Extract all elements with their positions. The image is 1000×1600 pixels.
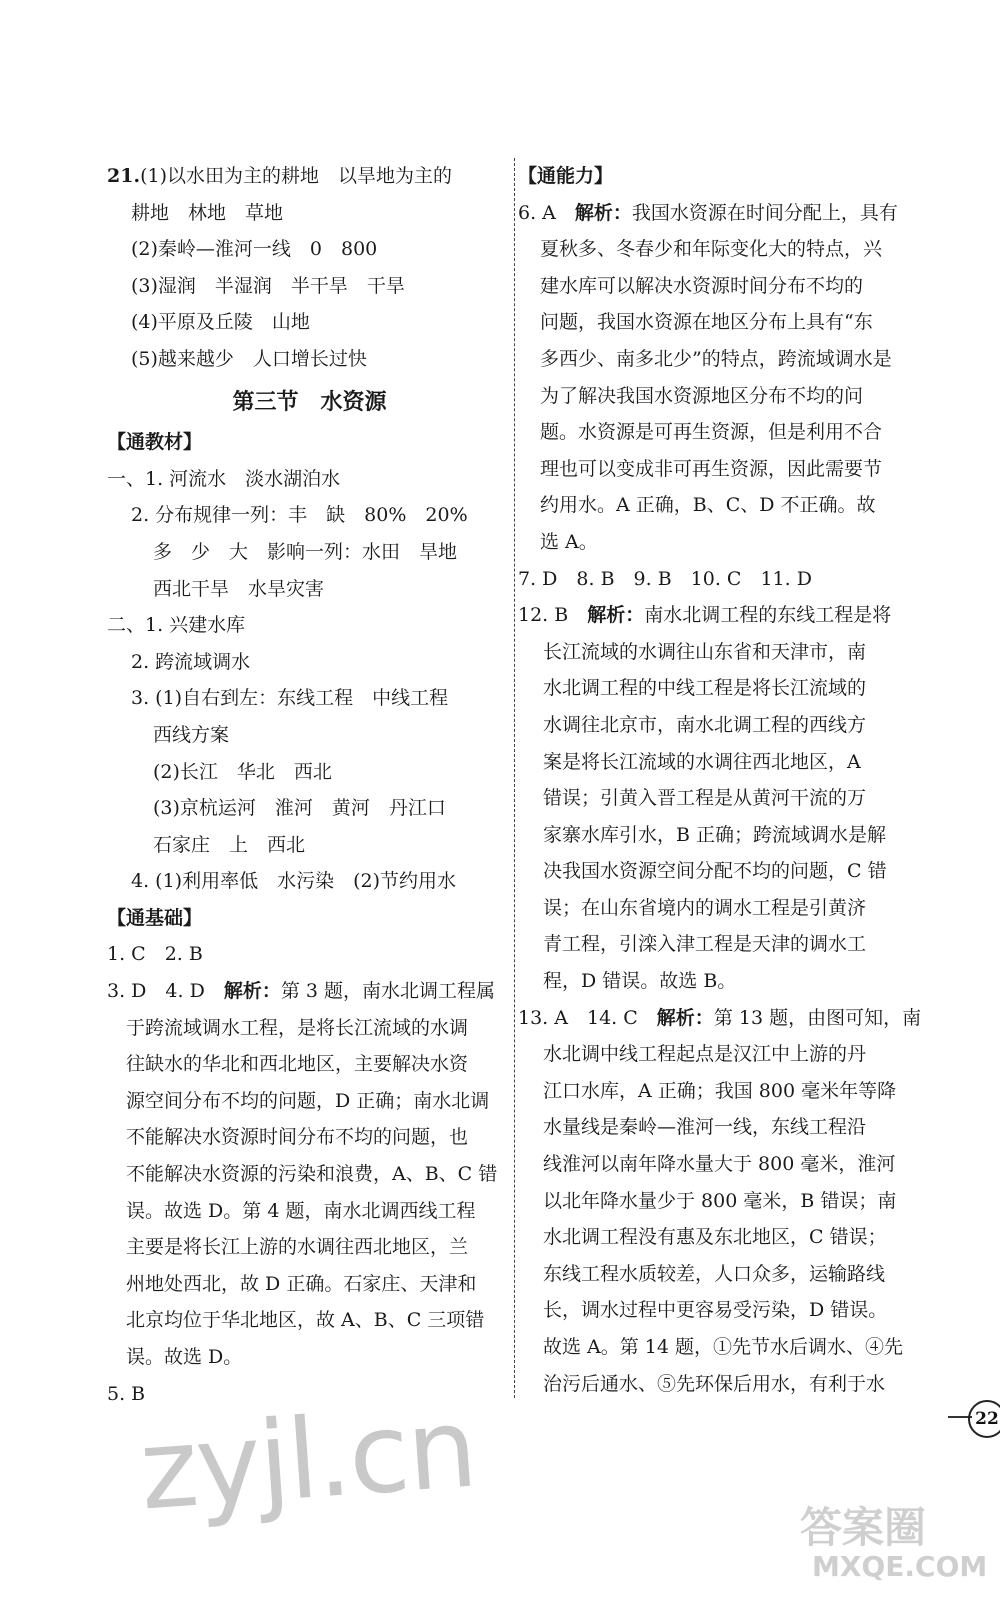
analysis-line: 水量线是秦岭—淮河一线，东线工程沿 (543, 1116, 867, 1139)
analysis-line: 错误；引黄入晋工程是从黄河干流的万 (543, 787, 867, 810)
answer-12-head: 12. B (518, 604, 569, 627)
analysis-line: 误；在山东省境内的调水工程是引黄济 (543, 896, 867, 919)
analysis-line: 选 A。 (540, 530, 598, 553)
q21-line-4: (3)湿润 半湿润 半干旱 干旱 (131, 274, 405, 297)
q21-line-1 (107, 158, 512, 195)
analysis-line: 决我国水资源空间分配不均的问题，C 错 (543, 860, 887, 883)
analysis-3-4-body (107, 1010, 512, 1376)
analysis-line: 州地处西北，故 D 正确。石家庄、天津和 (126, 1272, 477, 1295)
analysis-line: 北京均位于华北地区，故 A、B、C 三项错 (126, 1309, 485, 1332)
analysis-line: 往缺水的华北和西北地区，主要解决水资 (126, 1053, 469, 1076)
tongnengli-heading: 【通能力】 (518, 165, 614, 187)
analysis-text: 第 3 题，南水北调工程属 (280, 980, 496, 1003)
analysis-line: 题。水资源是可再生资源，但是利用不合 (540, 421, 883, 444)
analysis-line: 长江流域的水调往山东省和天津市，南 (543, 640, 867, 663)
right-column (518, 158, 973, 1402)
analysis-13-14-body (518, 1036, 973, 1402)
analysis-line: 家寨水库引水，B 正确；跨流域调水是解 (543, 823, 887, 846)
answer-6-first-line (518, 195, 973, 232)
analysis-text: 我国水资源在时间分配上，具有 (631, 201, 898, 224)
analysis-12-body (518, 634, 973, 1000)
analysis-line: 不能解决水资源时间分布不均的问题，也 (126, 1126, 469, 1149)
part1-item2-line1: 2. 分布规律一列：丰 缺 80% 20% (131, 504, 468, 527)
part2-item3-line4: (3)京杭运河 淮河 黄河 丹江口 (153, 797, 446, 820)
q21-number: 21. (107, 165, 141, 187)
analysis-label: 解析： (223, 980, 281, 1003)
analysis-line: 建水库可以解决水资源时间分布不均的 (540, 274, 864, 297)
part2-item3-line2: 西线方案 (153, 723, 230, 746)
analysis-line: 约用水。A 正确，B、C、D 不正确。故 (540, 494, 876, 517)
analysis-label: 解析： (587, 604, 645, 627)
q21-part1a: (1)以水田为主的耕地 以旱地为主的 (140, 165, 452, 187)
analysis-line: 夏秋多、冬春少和年际变化大的特点，兴 (540, 238, 883, 261)
analysis-line: 误。故选 D。第 4 题，南水北调西线工程 (126, 1199, 476, 1222)
analysis-line: 不能解决水资源的污染和浪费，A、B、C 错 (126, 1163, 498, 1186)
analysis-text: 南水北调工程的东线工程是将 (644, 604, 892, 627)
analysis-line: 误。故选 D。 (126, 1346, 243, 1368)
column-divider (514, 158, 515, 1398)
part2-item3-line1: 3. (1)自右到左：东线工程 中线工程 (131, 687, 449, 710)
analysis-line: 东线工程水质较差，人口众多，运输路线 (543, 1262, 886, 1285)
tongjichu-heading: 【通基础】 (107, 906, 203, 929)
analysis-line: 故选 A。第 14 题，①先节水后调水、④先 (543, 1336, 904, 1358)
analysis-line: 案是将长江流域的水调往西北地区，A (543, 750, 861, 773)
answers-3-4-head: 3. D 4. D (107, 980, 205, 1003)
analysis-text: 第 13 题，由图可知，南 (713, 1006, 922, 1029)
part2-item1: 二、1. 兴建水库 (107, 614, 246, 637)
tongjiaocai-heading: 【通教材】 (107, 431, 203, 454)
answers-1-2: 1. C 2. B (107, 943, 203, 966)
analysis-line: 问题，我国水资源在地区分布上具有“东 (540, 311, 873, 334)
answers-7-11: 7. D 8. B 9. B 10. C 11. D (518, 567, 812, 590)
section-title: 第三节 水资源 (232, 388, 387, 415)
analysis-line: 江口水库，A 正确；我国 800 毫米年等降 (543, 1079, 897, 1102)
analysis-line: 长，调水过程中更容易受污染，D 错误。 (543, 1299, 888, 1322)
analysis-line: 为了解决我国水资源地区分布不均的问 (540, 384, 864, 407)
analysis-line: 多西少、南多北少”的特点，跨流域调水是 (540, 347, 892, 370)
analysis-label: 解析： (574, 201, 632, 224)
analysis-label: 解析： (656, 1006, 714, 1029)
watermark-brand: 答案圈 (800, 1503, 927, 1552)
watermark-url: MXQE.COM (812, 1550, 988, 1583)
answer-6-head: 6. A (518, 201, 556, 224)
analysis-line: 程，D 错误。故选 B。 (543, 970, 737, 993)
analysis-line: 以北年降水量少于 800 毫米，B 错误；南 (543, 1189, 897, 1212)
part2-item4: 4. (1)利用率低 水污染 (2)节约用水 (131, 870, 456, 893)
q21-line-6: (5)越来越少 人口增长过快 (131, 347, 367, 370)
analysis-line: 水北调中线工程起点是汉江中上游的丹 (543, 1043, 867, 1066)
analysis-line: 源空间分布不均的问题，D 正确；南水北调 (126, 1089, 490, 1112)
analysis-line: 水调往北京市，南水北调工程的西线方 (543, 713, 867, 736)
answers-13-14-head: 13. A 14. C (518, 1006, 638, 1029)
watermark-zyjl: zyjl.cn (135, 1383, 480, 1535)
analysis-line: 主要是将长江上游的水调往西北地区，兰 (126, 1236, 469, 1259)
q21-line-3: (2)秦岭—淮河一线 0 800 (131, 238, 378, 261)
answers-3-4-first-line (107, 973, 512, 1010)
part2-item2: 2. 跨流域调水 (131, 650, 251, 673)
analysis-line: 水北调工程没有惠及东北地区，C 错误； (543, 1226, 887, 1249)
analysis-line: 青工程，引滦入津工程是天津的调水工 (543, 933, 867, 956)
part1-item1: 一、1. 河流水 淡水湖泊水 (107, 467, 341, 490)
analysis-line: 理也可以变成非可再生资源，因此需要节 (540, 457, 883, 480)
q21-line-2: 耕地 林地 草地 (131, 201, 284, 224)
part1-item2-line2: 多 少 大 影响一列：水田 旱地 (153, 540, 458, 563)
part2-item3-line3: (2)长江 华北 西北 (153, 760, 332, 783)
page-number-badge: 22 (968, 1400, 1000, 1438)
analysis-line: 治污后通水、⑤先环保后用水，有利于水 (543, 1372, 886, 1395)
part1-item2-line3: 西北干旱 水旱灾害 (153, 577, 325, 600)
answers-13-14-first-line (518, 1000, 973, 1037)
q21-line-5: (4)平原及丘陵 山地 (131, 311, 310, 334)
analysis-6-body (518, 231, 973, 560)
left-column (107, 158, 512, 1412)
analysis-line: 于跨流域调水工程，是将长江流域的水调 (126, 1016, 469, 1039)
analysis-line: 线淮河以南年降水量大于 800 毫米，淮河 (543, 1153, 896, 1176)
answer-5: 5. B (107, 1382, 146, 1405)
answer-12-first-line (518, 597, 973, 634)
part2-item3-line5: 石家庄 上 西北 (153, 833, 306, 856)
analysis-line: 水北调工程的中线工程是将长江流域的 (543, 677, 867, 700)
